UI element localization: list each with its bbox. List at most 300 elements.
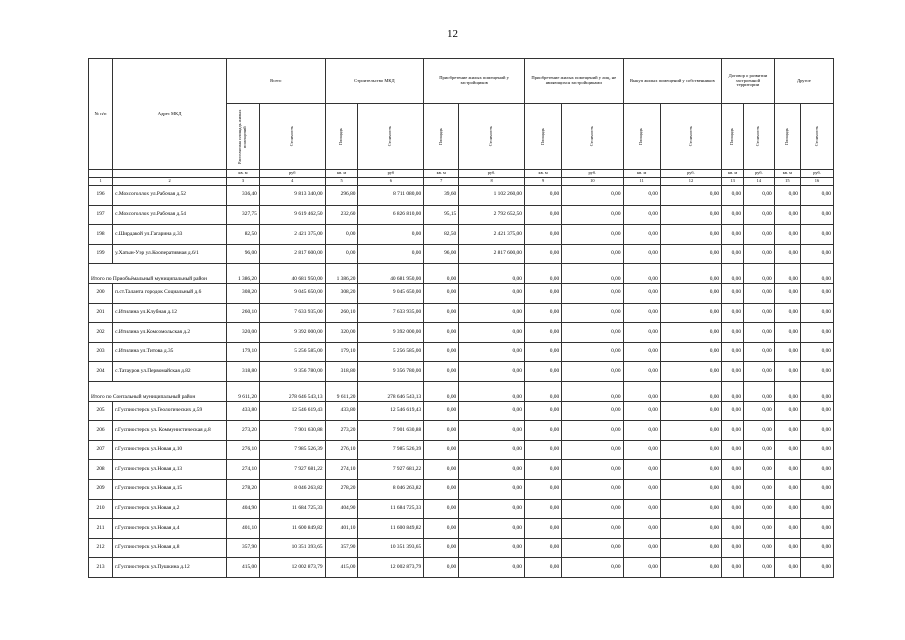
row-number: 206 xyxy=(89,421,113,441)
row-value: 0,00 xyxy=(801,244,834,264)
row-value: 0,00 xyxy=(660,186,721,206)
row-value: 0,00 xyxy=(562,205,623,225)
row-value: 0,00 xyxy=(744,186,775,206)
row-value: 401,10 xyxy=(325,519,358,539)
row-value: 0,00 xyxy=(623,479,660,499)
row-address: г.Гуспиостерск ул.Новая д.8 xyxy=(113,538,227,558)
row-value: 7 927 681,22 xyxy=(358,460,424,480)
row-value: 0,00 xyxy=(801,421,834,441)
row-value: 0,00 xyxy=(801,264,834,284)
header-sub-area: Площадь xyxy=(774,104,800,170)
row-value: 0,00 xyxy=(562,362,623,382)
row-value: 0,00 xyxy=(774,460,800,480)
row-value: 0,00 xyxy=(801,440,834,460)
row-value: 0,00 xyxy=(722,479,744,499)
row-value: 2 817 600,00 xyxy=(259,244,325,264)
row-value: 415,00 xyxy=(325,558,358,578)
row-value: 278 646 543,13 xyxy=(259,381,325,401)
row-value: 0,00 xyxy=(562,323,623,343)
row-number: 200 xyxy=(89,283,113,303)
row-value: 0,00 xyxy=(744,440,775,460)
table-row xyxy=(89,538,834,558)
row-value: 0,00 xyxy=(459,558,525,578)
row-value: 0,00 xyxy=(459,401,525,421)
row-value: 276,10 xyxy=(325,440,358,460)
row-value: 0,00 xyxy=(744,264,775,284)
row-value: 0,00 xyxy=(424,342,459,362)
row-value: 0,00 xyxy=(623,342,660,362)
row-value: 0,00 xyxy=(562,303,623,323)
row-value: 0,00 xyxy=(424,283,459,303)
row-value: 0,00 xyxy=(524,479,561,499)
row-value: 11 684 725,33 xyxy=(259,499,325,519)
row-value: 0,00 xyxy=(801,283,834,303)
row-value: 9 045 650,00 xyxy=(259,283,325,303)
row-value: 0,00 xyxy=(459,264,525,284)
row-number: 210 xyxy=(89,499,113,519)
row-value: 0,00 xyxy=(623,499,660,519)
table-row xyxy=(89,283,834,303)
row-value: 0,00 xyxy=(623,225,660,245)
row-value: 0,00 xyxy=(744,381,775,401)
row-value: 357,90 xyxy=(325,538,358,558)
table-row xyxy=(89,519,834,539)
row-value: 0,00 xyxy=(722,538,744,558)
table-row xyxy=(89,362,834,382)
row-value: 8 046 263,82 xyxy=(259,479,325,499)
row-address: г.Гуспиостерск ул.Новая д.10 xyxy=(113,440,227,460)
row-value: 7 985 526,39 xyxy=(358,440,424,460)
subtotal-label: Итого по Сонтальный муниципальный район xyxy=(89,381,227,401)
row-value: 260,10 xyxy=(227,303,260,323)
row-value: 0,00 xyxy=(562,401,623,421)
row-number: 205 xyxy=(89,401,113,421)
row-value: 0,00 xyxy=(660,205,721,225)
row-value: 96,00 xyxy=(424,244,459,264)
row-value: 12 002 873,79 xyxy=(259,558,325,578)
row-value: 9 392 000,00 xyxy=(358,323,424,343)
row-value: 0,00 xyxy=(459,421,525,441)
row-value: 0,00 xyxy=(660,362,721,382)
row-value: 0,00 xyxy=(424,421,459,441)
row-value: 0,00 xyxy=(774,440,800,460)
row-value: 0,00 xyxy=(524,342,561,362)
row-address: с.Итилина ул.Комсомольская д.2 xyxy=(113,323,227,343)
header-sub-cost: Стоимость xyxy=(562,104,623,170)
row-value: 0,00 xyxy=(358,244,424,264)
row-value: 179,10 xyxy=(325,342,358,362)
row-value: 0,00 xyxy=(660,401,721,421)
row-number: 207 xyxy=(89,440,113,460)
row-value: 1 102 260,00 xyxy=(459,186,525,206)
row-value: 39,60 xyxy=(424,186,459,206)
row-value: 0,00 xyxy=(744,362,775,382)
row-address: г.Гуспиостерск ул.Геологических д.59 xyxy=(113,401,227,421)
row-value: 95,15 xyxy=(424,205,459,225)
resettlement-table xyxy=(88,58,834,578)
row-value: 0,00 xyxy=(801,186,834,206)
row-value: 0,00 xyxy=(744,401,775,421)
subtotal-row xyxy=(89,381,834,401)
header-sub-cost: Стоимость xyxy=(660,104,721,170)
row-value: 276,10 xyxy=(227,440,260,460)
row-value: 0,00 xyxy=(722,244,744,264)
row-value: 0,00 xyxy=(524,244,561,264)
row-value: 0,00 xyxy=(623,303,660,323)
header-sub-cost: Стоимость xyxy=(801,104,834,170)
row-address: г.Гуспиостерск ул.Новая д.15 xyxy=(113,479,227,499)
row-value: 2 421 375,00 xyxy=(459,225,525,245)
row-value: 0,00 xyxy=(623,205,660,225)
row-value: 7 901 630,88 xyxy=(358,421,424,441)
row-value: 0,00 xyxy=(524,323,561,343)
row-address: г.Гуспиостерск ул.Новая д.2 xyxy=(113,499,227,519)
row-value: 0,00 xyxy=(801,558,834,578)
table-row xyxy=(89,303,834,323)
row-value: 0,00 xyxy=(623,401,660,421)
row-value: 0,00 xyxy=(774,323,800,343)
row-value: 308,20 xyxy=(227,283,260,303)
row-value: 5 256 585,00 xyxy=(358,342,424,362)
table-body xyxy=(89,186,834,578)
header-sub-area: Площадь xyxy=(424,104,459,170)
row-value: 0,00 xyxy=(774,186,800,206)
row-value: 7 633 935,00 xyxy=(358,303,424,323)
table-row xyxy=(89,244,834,264)
row-address: с.Ширдакой ул.Гагарина д.33 xyxy=(113,225,227,245)
row-address: с.Мохсоголлох ул.Рабочая д.54 xyxy=(113,205,227,225)
row-value: 0,00 xyxy=(623,186,660,206)
table-row xyxy=(89,225,834,245)
row-value: 0,00 xyxy=(459,283,525,303)
row-value: 0,00 xyxy=(744,460,775,480)
row-value: 0,00 xyxy=(562,283,623,303)
row-value: 0,00 xyxy=(459,499,525,519)
row-address: г.Гуспиостерск ул. Коммунистическая д.8 xyxy=(113,421,227,441)
table-row xyxy=(89,342,834,362)
row-value: 0,00 xyxy=(722,519,744,539)
row-value: 273,20 xyxy=(227,421,260,441)
row-value: 0,00 xyxy=(459,519,525,539)
row-value: 0,00 xyxy=(562,225,623,245)
row-value: 0,00 xyxy=(660,421,721,441)
row-value: 0,00 xyxy=(744,499,775,519)
row-number: 201 xyxy=(89,303,113,323)
row-value: 0,00 xyxy=(424,303,459,323)
row-value: 318,80 xyxy=(325,362,358,382)
units-row: кв. м руб кв. м руб кв. м руб. кв. м руб. кв. м руб. кв. м руб. кв. м руб. xyxy=(89,170,834,178)
table-row xyxy=(89,323,834,343)
row-value: 0,00 xyxy=(722,303,744,323)
row-value: 0,00 xyxy=(722,342,744,362)
subtotal-row xyxy=(89,264,834,284)
row-value: 260,10 xyxy=(325,303,358,323)
row-value: 318,80 xyxy=(227,362,260,382)
row-address: с.Мохсоголлох ул.Рабочая д.52 xyxy=(113,186,227,206)
row-value: 0,00 xyxy=(524,225,561,245)
row-value: 82,50 xyxy=(227,225,260,245)
header-group-other: Другое xyxy=(774,59,833,104)
row-value: 0,00 xyxy=(623,362,660,382)
table-row xyxy=(89,401,834,421)
row-value: 0,00 xyxy=(524,519,561,539)
row-value: 0,00 xyxy=(562,186,623,206)
row-value: 0,00 xyxy=(623,244,660,264)
row-value: 1 386,20 xyxy=(227,264,260,284)
row-value: 0,00 xyxy=(774,479,800,499)
row-value: 7 633 935,00 xyxy=(259,303,325,323)
subtotal-label: Итого по Приобъёмальный муниципальный район xyxy=(89,264,227,284)
row-value: 0,00 xyxy=(722,401,744,421)
row-value: 1 386,20 xyxy=(325,264,358,284)
row-value: 9 356 780,00 xyxy=(358,362,424,382)
row-value: 0,00 xyxy=(660,519,721,539)
header-group-total: Всего xyxy=(227,59,326,104)
row-value: 336,40 xyxy=(227,186,260,206)
row-address: г.Гуспиостерск ул.Новая д.4 xyxy=(113,519,227,539)
row-value: 274,10 xyxy=(325,460,358,480)
row-number: 209 xyxy=(89,479,113,499)
row-value: 0,00 xyxy=(774,421,800,441)
table-row xyxy=(89,558,834,578)
row-value: 357,90 xyxy=(227,538,260,558)
row-value: 96,00 xyxy=(227,244,260,264)
row-value: 0,00 xyxy=(660,440,721,460)
row-value: 0,00 xyxy=(623,421,660,441)
column-numbers-row: 1 2 3 4 5 6 7 8 9 10 11 12 13 14 15 16 xyxy=(89,178,834,186)
table-row xyxy=(89,479,834,499)
row-address: г.Гуспиостерск ул.Новая д.13 xyxy=(113,460,227,480)
row-value: 0,00 xyxy=(774,225,800,245)
row-value: 0,00 xyxy=(524,499,561,519)
row-value: 0,00 xyxy=(660,381,721,401)
row-value: 0,00 xyxy=(524,362,561,382)
row-value: 0,00 xyxy=(744,225,775,245)
row-number: 198 xyxy=(89,225,113,245)
row-value: 0,00 xyxy=(801,323,834,343)
row-address: у.Хатын-Уэр ул.Кооперативная д.6/1 xyxy=(113,244,227,264)
row-value: 11 600 849,82 xyxy=(259,519,325,539)
row-value: 0,00 xyxy=(459,460,525,480)
header-group-developers: Приобретение жилых помещений у застройщиков xyxy=(424,59,525,104)
row-value: 0,00 xyxy=(801,401,834,421)
header-group-buyout: Выкуп жилых помещений у собственников xyxy=(623,59,722,104)
row-value: 0,00 xyxy=(801,538,834,558)
row-value: 0,00 xyxy=(325,225,358,245)
row-value: 415,00 xyxy=(227,558,260,578)
row-value: 0,00 xyxy=(722,283,744,303)
row-value: 0,00 xyxy=(524,381,561,401)
row-value: 401,10 xyxy=(227,519,260,539)
row-value: 0,00 xyxy=(744,538,775,558)
row-value: 5 256 585,00 xyxy=(259,342,325,362)
row-value: 0,00 xyxy=(774,519,800,539)
row-number: 211 xyxy=(89,519,113,539)
table-row xyxy=(89,460,834,480)
row-value: 7 901 630,88 xyxy=(259,421,325,441)
row-value: 0,00 xyxy=(744,519,775,539)
row-value: 0,00 xyxy=(801,225,834,245)
row-value: 0,00 xyxy=(562,342,623,362)
row-value: 0,00 xyxy=(524,303,561,323)
row-value: 0,00 xyxy=(744,558,775,578)
row-value: 11 600 849,82 xyxy=(358,519,424,539)
row-value: 404,90 xyxy=(227,499,260,519)
row-value: 0,00 xyxy=(722,264,744,284)
row-value: 0,00 xyxy=(744,421,775,441)
row-value: 0,00 xyxy=(424,381,459,401)
row-value: 0,00 xyxy=(744,303,775,323)
row-value: 0,00 xyxy=(774,362,800,382)
row-value: 12 546 619,43 xyxy=(259,401,325,421)
row-value: 0,00 xyxy=(744,479,775,499)
row-value: 0,00 xyxy=(801,342,834,362)
row-value: 0,00 xyxy=(623,538,660,558)
row-value: 308,20 xyxy=(325,283,358,303)
row-value: 0,00 xyxy=(562,264,623,284)
header-sub-residents: Расселяемая площадь жилых помещений xyxy=(227,104,260,170)
row-value: 273,20 xyxy=(325,421,358,441)
row-value: 40 681 950,00 xyxy=(259,264,325,284)
header-group-non-developers: Приобретение жилых помещений у лиц, не являющихся застройщиками xyxy=(524,59,623,104)
row-value: 320,00 xyxy=(325,323,358,343)
row-value: 9 611,20 xyxy=(325,381,358,401)
row-value: 11 684 725,33 xyxy=(358,499,424,519)
row-value: 0,00 xyxy=(623,519,660,539)
header-sub-area: Площадь xyxy=(623,104,660,170)
row-value: 0,00 xyxy=(722,499,744,519)
row-value: 9 813 340,00 xyxy=(259,186,325,206)
page-number: 12 xyxy=(447,28,458,40)
table-row xyxy=(89,205,834,225)
row-value: 0,00 xyxy=(424,323,459,343)
row-value: 433,80 xyxy=(325,401,358,421)
row-value: 0,00 xyxy=(459,479,525,499)
row-value: 0,00 xyxy=(562,460,623,480)
header-sub-area: Площадь xyxy=(722,104,744,170)
row-value: 8 711 080,00 xyxy=(358,186,424,206)
row-value: 0,00 xyxy=(722,362,744,382)
row-value: 0,00 xyxy=(524,421,561,441)
row-value: 9 619 462,50 xyxy=(259,205,325,225)
row-value: 0,00 xyxy=(459,381,525,401)
row-value: 0,00 xyxy=(722,381,744,401)
row-value: 6 826 810,00 xyxy=(358,205,424,225)
row-value: 0,00 xyxy=(722,225,744,245)
header-sub-cost: Стоимость xyxy=(358,104,424,170)
header-group-construction: Строительство МКД xyxy=(325,59,424,104)
row-value: 296,80 xyxy=(325,186,358,206)
row-value: 0,00 xyxy=(722,460,744,480)
row-value: 0,00 xyxy=(774,303,800,323)
row-value: 0,00 xyxy=(623,440,660,460)
row-value: 0,00 xyxy=(660,479,721,499)
row-value: 2 817 600,00 xyxy=(459,244,525,264)
row-value: 0,00 xyxy=(660,323,721,343)
row-value: 0,00 xyxy=(660,225,721,245)
row-value: 0,00 xyxy=(424,519,459,539)
table-row xyxy=(89,186,834,206)
row-number: 204 xyxy=(89,362,113,382)
row-value: 0,00 xyxy=(660,538,721,558)
row-value: 0,00 xyxy=(660,342,721,362)
row-value: 2 792 652,50 xyxy=(459,205,525,225)
row-value: 0,00 xyxy=(744,323,775,343)
row-number: 199 xyxy=(89,244,113,264)
row-value: 0,00 xyxy=(660,244,721,264)
row-value: 9 392 000,00 xyxy=(259,323,325,343)
row-value: 0,00 xyxy=(562,519,623,539)
row-value: 179,10 xyxy=(227,342,260,362)
row-value: 0,00 xyxy=(744,342,775,362)
header-sub-area: Площадь xyxy=(325,104,358,170)
row-value: 278,20 xyxy=(325,479,358,499)
row-number: 202 xyxy=(89,323,113,343)
row-value: 0,00 xyxy=(774,558,800,578)
row-value: 7 927 681,22 xyxy=(259,460,325,480)
row-value: 0,00 xyxy=(424,499,459,519)
row-number: 203 xyxy=(89,342,113,362)
row-value: 10 351 393,65 xyxy=(358,538,424,558)
row-value: 0,00 xyxy=(660,460,721,480)
row-address: г.Гуспиостерск ул.Пушкина д.12 xyxy=(113,558,227,578)
row-value: 0,00 xyxy=(774,283,800,303)
row-value: 0,00 xyxy=(660,283,721,303)
row-value: 0,00 xyxy=(623,460,660,480)
row-address: п.ст.Таланта городок Социальный д.6 xyxy=(113,283,227,303)
row-value: 0,00 xyxy=(722,205,744,225)
header-group-territory: Договор о развитии застроенной территории xyxy=(722,59,775,104)
row-value: 0,00 xyxy=(562,479,623,499)
row-value: 0,00 xyxy=(774,401,800,421)
row-value: 0,00 xyxy=(424,362,459,382)
row-value: 40 681 950,00 xyxy=(358,264,424,284)
table-row xyxy=(89,499,834,519)
row-value: 0,00 xyxy=(524,264,561,284)
row-value: 0,00 xyxy=(801,519,834,539)
row-value: 0,00 xyxy=(562,440,623,460)
row-value: 0,00 xyxy=(660,264,721,284)
row-value: 433,80 xyxy=(227,401,260,421)
row-value: 0,00 xyxy=(562,499,623,519)
row-value: 0,00 xyxy=(623,264,660,284)
row-value: 0,00 xyxy=(424,264,459,284)
header-address: Адрес МКД xyxy=(113,59,227,170)
row-value: 0,00 xyxy=(623,323,660,343)
row-value: 0,00 xyxy=(562,421,623,441)
row-value: 0,00 xyxy=(424,460,459,480)
row-number: 208 xyxy=(89,460,113,480)
row-value: 0,00 xyxy=(801,205,834,225)
row-value: 0,00 xyxy=(424,538,459,558)
row-value: 12 546 619,43 xyxy=(358,401,424,421)
row-value: 82,50 xyxy=(424,225,459,245)
row-value: 0,00 xyxy=(524,558,561,578)
row-value: 0,00 xyxy=(524,283,561,303)
row-value: 274,10 xyxy=(227,460,260,480)
row-value: 0,00 xyxy=(524,460,561,480)
row-number: 197 xyxy=(89,205,113,225)
row-value: 10 351 393,65 xyxy=(259,538,325,558)
row-value: 0,00 xyxy=(801,303,834,323)
row-value: 0,00 xyxy=(744,205,775,225)
row-value: 0,00 xyxy=(774,538,800,558)
row-value: 0,00 xyxy=(801,479,834,499)
row-value: 0,00 xyxy=(524,401,561,421)
row-value: 0,00 xyxy=(325,244,358,264)
row-value: 0,00 xyxy=(562,558,623,578)
row-value: 0,00 xyxy=(424,558,459,578)
